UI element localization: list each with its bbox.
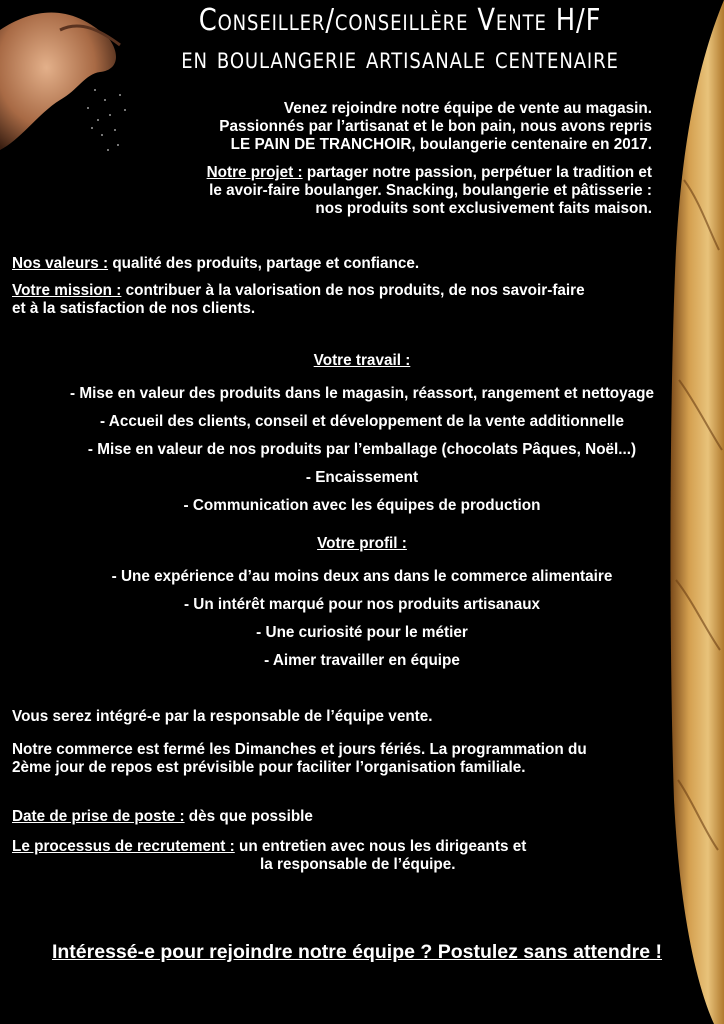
travail-item: - Communication avec les équipes de production [183, 497, 541, 514]
intro-line-1: Venez rejoindre notre équipe de vente au magasin. [283, 100, 652, 117]
profil-item: - Une curiosité pour le métier [256, 624, 468, 641]
intro-line-2: Passionnés par l’artisanat et le bon pain, nous avons repris [219, 118, 652, 135]
projet-line-1 [132, 164, 652, 182]
commerce-line-2: 2ème jour de repos est prévisible pour faciliter l’organisation familiale. [12, 759, 526, 776]
profil-section [0, 535, 724, 675]
commerce-line-1: Notre commerce est fermé les Dimanches et jours fériés. La programmation du [12, 741, 587, 758]
recrutement-line-2: la responsable de l’équipe. [260, 856, 456, 873]
travail-item: - Encaissement [305, 469, 419, 486]
hand-flour-image [0, 0, 140, 160]
travail-section [0, 352, 724, 520]
date-poste-text: dès que possible [184, 808, 313, 825]
date-poste-label: Date de prise de poste : [12, 808, 185, 825]
valeurs-block [12, 255, 652, 273]
page-title [142, 2, 658, 78]
valeurs-text: qualité des produits, partage et confiance. [108, 255, 420, 272]
mission-label: Votre mission : [12, 282, 122, 299]
title-line-1: Conseiller/conseillère Vente H/F [198, 3, 602, 38]
travail-heading: Votre travail : [313, 352, 411, 369]
mission-line-2: et à la satisfaction de nos clients. [12, 300, 256, 317]
profil-item: - Aimer travailler en équipe [264, 652, 460, 669]
projet-line-3: nos produits sont exclusivement faits maison. [315, 200, 652, 217]
intro-block [132, 100, 652, 218]
date-poste-block [12, 808, 652, 826]
recrutement-line-1: un entretien avec nous les dirigeants et [234, 838, 527, 855]
valeurs-label: Nos valeurs : [12, 255, 109, 272]
commerce-block [12, 741, 652, 777]
profil-item: - Une expérience d’au moins deux ans dans le commerce alimentaire [111, 568, 613, 585]
projet-text-1: partager notre passion, perpétuer la tradition et [302, 164, 652, 181]
travail-item: - Accueil des clients, conseil et développement de la vente additionnelle [100, 413, 624, 430]
intro-line-3: LE PAIN DE TRANCHOIR, boulangerie centenaire en 2017. [230, 136, 652, 153]
profil-heading: Votre profil : [317, 535, 407, 552]
travail-item: - Mise en valeur de nos produits par l’emballage (chocolats Pâques, Noël...) [87, 441, 637, 458]
recrutement-label: Le processus de recrutement : [12, 838, 235, 855]
recrutement-block [12, 838, 652, 874]
title-line-2: en boulangerie artisanale centenaire [181, 41, 619, 76]
mission-block [12, 282, 652, 318]
profil-item: - Un intérêt marqué pour nos produits artisanaux [183, 596, 541, 613]
travail-item: - Mise en valeur des produits dans le magasin, réassort, rangement et nettoyage [69, 385, 654, 402]
integration-text: Vous serez intégré-e par la responsable de l’équipe vente. [12, 708, 433, 725]
mission-line-1: contribuer à la valorisation de nos produits, de nos savoir-faire [121, 282, 585, 299]
projet-line-2: le avoir-faire boulanger. Snacking, boulangerie et pâtisserie : [209, 182, 652, 199]
cta-text: Intéressé-e pour rejoindre notre équipe ? Postulez sans attendre ! [51, 941, 663, 963]
projet-label: Notre projet : [206, 164, 303, 181]
